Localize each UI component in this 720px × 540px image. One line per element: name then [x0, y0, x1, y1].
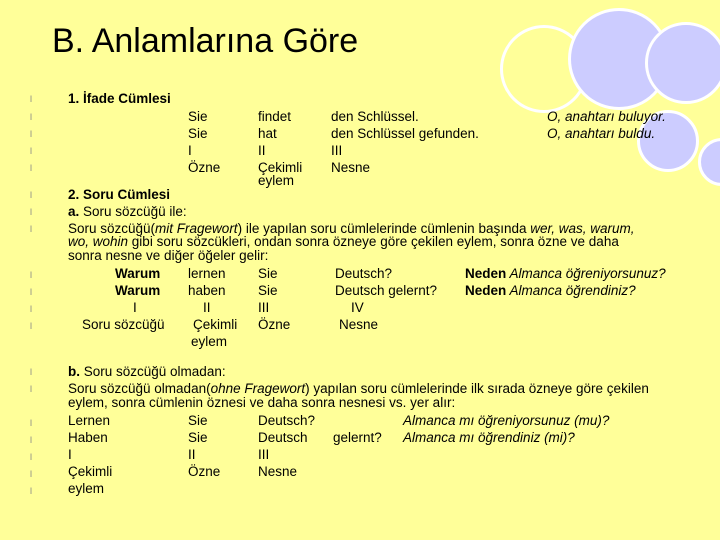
cell-text: eylem [191, 334, 228, 349]
cell-text: Deutsch? [258, 413, 316, 428]
translation-text: Almanca mı öğreniyorsunuz (mu)? [403, 413, 610, 428]
cell-text: Nesne [339, 317, 379, 332]
bullet-icon: l [30, 270, 32, 280]
bullet-icon: l [30, 224, 32, 234]
translation-text: O, anahtarı buluyor. [547, 109, 666, 124]
cell-text: lernen [188, 266, 226, 281]
cell-text: findet [258, 109, 292, 124]
cell-text: eylem [258, 173, 295, 188]
cell-text: III [258, 300, 270, 315]
cell-text: den Schlüssel. [331, 109, 419, 124]
paragraph-line [68, 381, 649, 396]
translation-text [465, 266, 666, 281]
subheading-text: Soru sözcüğü olmadan: [80, 364, 226, 379]
text-run: wo, wohin [68, 234, 129, 249]
cell-text: II [258, 143, 266, 158]
text-run: Soru sözcüğü( [68, 221, 156, 236]
cell-text: III [331, 143, 343, 158]
bullet-icon: l [30, 129, 32, 139]
cell-text: Nesne [331, 160, 371, 175]
cell-text: IV [351, 300, 364, 315]
subheading [68, 364, 226, 379]
subheading [68, 204, 187, 219]
bullet-icon: l [30, 207, 32, 217]
cell-text: I [188, 143, 192, 158]
paragraph-line: eylem, sonra cümlenin öznesi ve daha sonra nesnesi vs. yer alır: [68, 395, 456, 410]
section-heading: 1. İfade Cümlesi [68, 91, 171, 106]
subheading-prefix: a. [68, 204, 80, 219]
bullet-icon: l [30, 321, 32, 331]
cell-text: Çekimli [68, 464, 113, 479]
cell-text: Haben [68, 430, 108, 445]
section-heading: 2. Soru Cümlesi [68, 187, 171, 202]
bullet-icon: l [30, 435, 32, 445]
decor-circle-edge [698, 138, 720, 186]
cell-text: Warum [115, 266, 161, 281]
cell-text: Sie [258, 266, 278, 281]
text-run: ) ile yapılan soru cümlelerinde cümlenin başında [237, 221, 531, 236]
cell-text: Çekimli [193, 317, 238, 332]
cell-text: Soru sözcüğü [82, 317, 165, 332]
cell-text: I [68, 447, 72, 462]
text-run: Neden [465, 283, 507, 298]
text-run: gibi soru sözcükleri, ondan sonra özneye göre çekilen eylem, sonra özne ve daha [128, 234, 619, 249]
cell-text: Nesne [258, 464, 298, 479]
cell-text: I [133, 300, 137, 315]
cell-text: Deutsch [258, 430, 308, 445]
cell-text: gelernt? [333, 430, 382, 445]
text-run: wer, was, warum, [530, 221, 635, 236]
cell-text: II [203, 300, 211, 315]
subheading-prefix: b. [68, 364, 80, 379]
text-run: Almanca öğrendiniz? [506, 283, 636, 298]
text-run: Almanca öğreniyorsunuz? [506, 266, 666, 281]
bullet-icon: l [30, 287, 32, 297]
cell-text: Özne [188, 464, 221, 479]
bullet-icon: l [30, 190, 32, 200]
cell-text: Sie [188, 413, 208, 428]
bullet-icon: l [30, 469, 32, 479]
bullet-icon: l [30, 367, 32, 377]
cell-text: III [258, 447, 270, 462]
text-run: Soru sözcüğü olmadan( [68, 381, 211, 396]
cell-text: Özne [188, 160, 221, 175]
text-run: ohne Fragewort [210, 381, 306, 396]
paragraph-line [68, 234, 619, 249]
bullet-icon: l [30, 452, 32, 462]
bullet-icon: l [30, 486, 32, 496]
bullet-icon: l [30, 418, 32, 428]
translation-text: O, anahtarı buldu. [547, 126, 656, 141]
cell-text: Sie [188, 109, 208, 124]
cell-text: den Schlüssel gefunden. [331, 126, 479, 141]
cell-text: hat [258, 126, 277, 141]
bullet-icon: l [30, 112, 32, 122]
cell-text: Özne [258, 317, 291, 332]
bullet-icon: l [30, 146, 32, 156]
slide-title: B. Anlamlarına Göre [52, 22, 359, 60]
cell-text: II [188, 447, 196, 462]
cell-text: Sie [188, 430, 208, 445]
text-run: mit Fragewort [155, 221, 238, 236]
cell-text: Warum [115, 283, 161, 298]
subheading-text: Soru sözcüğü ile: [83, 204, 187, 219]
translation-text: Almanca mı öğrendiniz (mi)? [403, 430, 575, 445]
paragraph-line: sonra nesne ve diğer öğeler gelir: [68, 248, 269, 263]
cell-text: eylem [68, 481, 105, 496]
cell-text: Deutsch gelernt? [335, 283, 438, 298]
bullet-icon: l [30, 304, 32, 314]
translation-text [465, 283, 636, 298]
bullet-icon: l [30, 94, 32, 104]
cell-text: Sie [188, 126, 208, 141]
cell-text: haben [188, 283, 226, 298]
bullet-icon: l [30, 384, 32, 394]
decor-circle-right [645, 22, 720, 104]
cell-text: Çekimli [258, 160, 303, 175]
text-run: ) yapılan soru cümlelerinde ilk sırada özneye göre çekilen [305, 381, 649, 396]
text-run: Neden [465, 266, 507, 281]
cell-text: Sie [258, 283, 278, 298]
cell-text: Deutsch? [335, 266, 393, 281]
bullet-icon: l [30, 163, 32, 173]
cell-text: Lernen [68, 413, 111, 428]
